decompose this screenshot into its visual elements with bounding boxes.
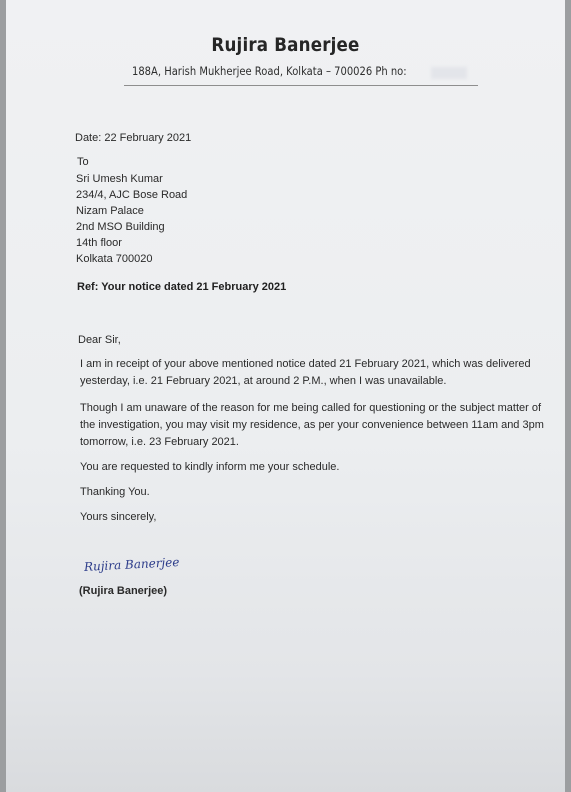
recipient-address-line: 234/4, AJC Bose Road bbox=[76, 189, 188, 201]
paragraph-line: Though I am unaware of the reason for me being called for questioning or the subject matter of bbox=[80, 402, 542, 414]
recipient-address-line: 2nd MSO Building bbox=[76, 221, 165, 233]
letter-date: Date: 22 February 2021 bbox=[75, 132, 192, 144]
handwritten-signature: Rujira Banerjee bbox=[83, 555, 180, 574]
recipient-address-line: Nizam Palace bbox=[76, 205, 144, 217]
thanks-line: Thanking You. bbox=[80, 486, 150, 498]
paragraph-line: You are requested to kindly inform me your schedule. bbox=[80, 461, 340, 473]
paragraph-line: yesterday, i.e. 21 February 2021, at around 2 P.M., when I was unavailable. bbox=[80, 375, 447, 387]
closing-line: Yours sincerely, bbox=[80, 511, 157, 523]
letter-sheet bbox=[6, 0, 565, 792]
recipient-name: Sri Umesh Kumar bbox=[76, 173, 163, 185]
salutation: Dear Sir, bbox=[78, 334, 121, 346]
paragraph-line: the investigation, you may visit my residence, as per your convenience between 11am and 3pm bbox=[80, 419, 544, 431]
letterhead-name: Rujira Banerjee bbox=[211, 34, 360, 56]
recipient-address-line: 14th floor bbox=[76, 237, 122, 249]
paragraph-line: I am in receipt of your above mentioned notice dated 21 February 2021, which was delivered bbox=[80, 358, 531, 370]
recipient-address-line: Kolkata 700020 bbox=[76, 253, 153, 265]
reference-line: Ref: Your notice dated 21 February 2021 bbox=[77, 281, 287, 293]
letterhead-address: 188A, Harish Mukherjee Road, Kolkata – 700026 Ph no: bbox=[132, 64, 407, 78]
redacted-phone bbox=[431, 67, 467, 79]
letterhead-rule bbox=[124, 85, 478, 86]
signed-name: (Rujira Banerjee) bbox=[79, 585, 168, 597]
paragraph-line: tomorrow, i.e. 23 February 2021. bbox=[80, 436, 239, 448]
to-label: To bbox=[77, 156, 89, 168]
